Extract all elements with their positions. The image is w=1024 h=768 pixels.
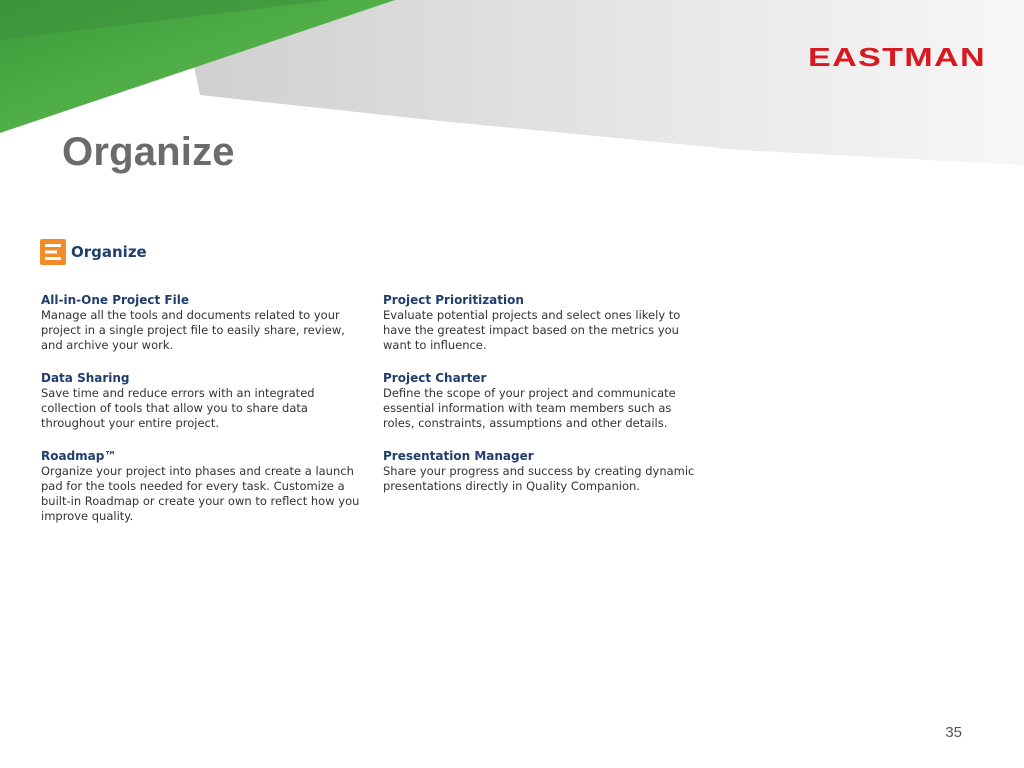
panel-title: Organize [71,243,147,261]
svg-text:EASTMAN: EASTMAN [808,42,986,72]
feature-description: Organize your project into phases and create a launch pad for the tools needed for every task. Customize a built-in Roadmap or create your own to reflect how you improve quality. [41,464,360,523]
slide-title: Organize [62,130,235,174]
feature-item [41,449,383,524]
page-number: 35 [945,724,962,741]
feature-title: Project Charter [383,371,487,385]
feature-item [383,449,713,524]
eastman-logo [808,42,988,72]
feature-title: Roadmap™ [41,449,117,463]
feature-item [383,371,713,431]
feature-title: All-in-One Project File [41,293,189,307]
feature-title: Data Sharing [41,371,130,385]
feature-item [41,293,383,353]
feature-grid [41,293,731,524]
feature-description: Define the scope of your project and communicate essential information with team members such as roles, constraints, assumptions and other details. [383,386,676,430]
feature-description: Share your progress and success by creating dynamic presentations directly in Quality Companion. [383,464,695,493]
panel-header [40,238,147,266]
feature-title: Presentation Manager [383,449,534,463]
feature-title: Project Prioritization [383,293,524,307]
feature-item [383,293,713,353]
feature-description: Save time and reduce errors with an integrated collection of tools that allow you to share data throughout your entire project. [41,386,315,430]
feature-item [41,371,383,431]
organize-icon [40,239,66,265]
feature-description: Manage all the tools and documents related to your project in a single project file to easily share, review, and archive your work. [41,308,345,352]
feature-description: Evaluate potential projects and select ones likely to have the greatest impact based on the metrics you want to influence. [383,308,681,352]
